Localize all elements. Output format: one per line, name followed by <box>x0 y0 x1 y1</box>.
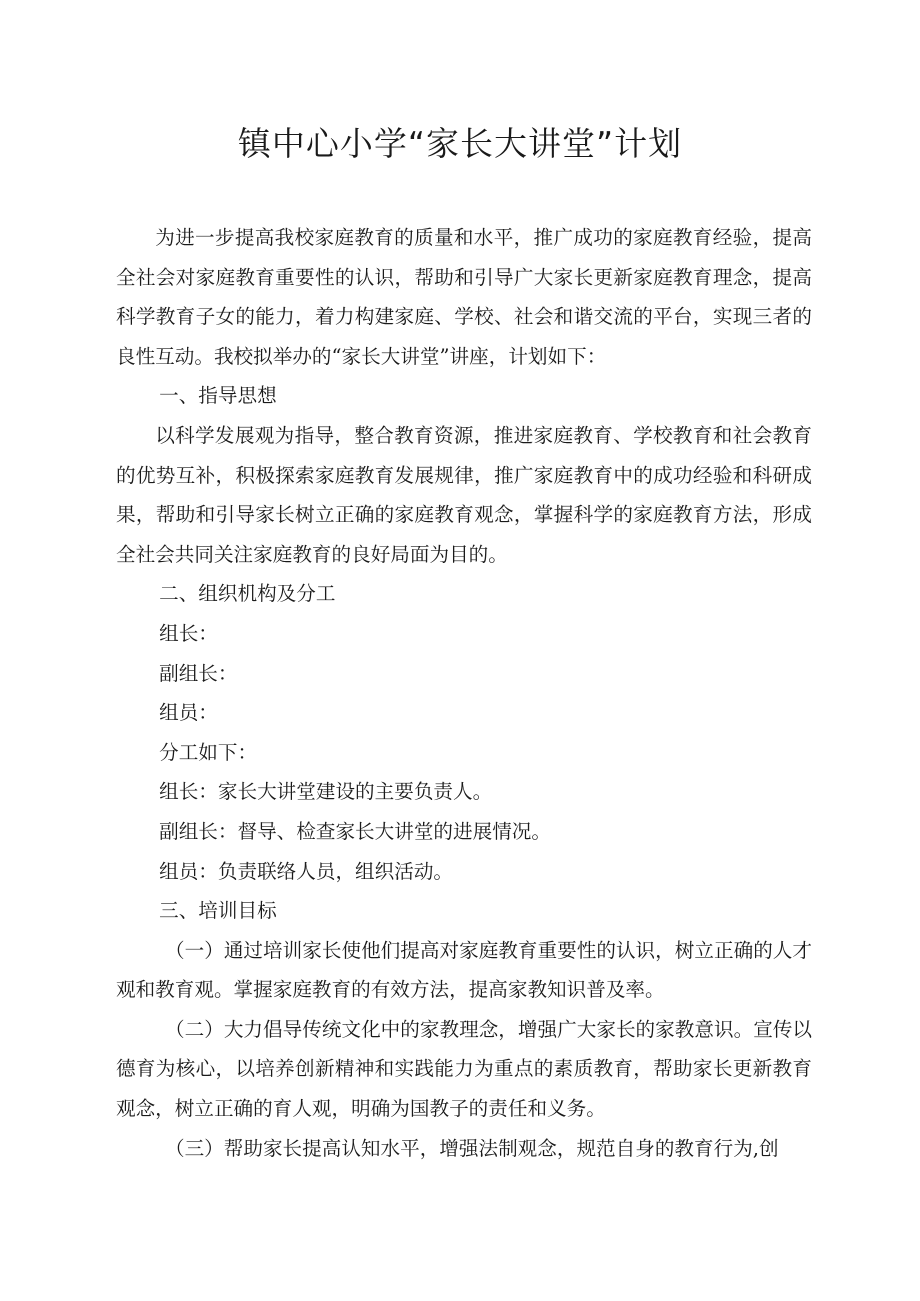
vice-leader-duty-line: 副组长：督导、检查家长大讲堂的进展情况。 <box>159 819 551 843</box>
vice-leader-line: 副组长： <box>159 661 238 685</box>
section-heading-training-goals: 三、培训目标 <box>159 899 277 923</box>
intro-paragraph: 为进一步提高我校家庭教育的质量和水平，推广成功的家庭教育经验，提高全社会对家庭教育重要性的认识，帮助和引导广大家长更新家庭教育理念，提高科学教育子女的能力，着力构建家庭、学校、社会和谐交流的平台，实现三者的良性互动。我校拟举办的“家长大讲堂”讲座，计划如下： <box>116 226 812 368</box>
section-heading-organization: 二、组织机构及分工 <box>159 582 336 606</box>
guiding-thought-paragraph: 以科学发展观为指导，整合教育资源，推进家庭教育、学校教育和社会教育的优势互补，积极探索家庭教育发展规律，推广家庭教育中的成功经验和科研成果，帮助和引导家长树立正确的家庭教育观念，掌握科学的家庭教育方法，形成全社会共同关注家庭教育的良好局面为目的。 <box>116 423 812 566</box>
training-goal-item-3: （三）帮助家长提高认知水平，增强法制观念，规范自身的教育行为,创 <box>165 1136 779 1160</box>
members-duty-line: 组员：负责联络人员，组织活动。 <box>159 859 454 883</box>
division-line: 分工如下： <box>159 740 258 764</box>
leader-line: 组长： <box>159 621 218 645</box>
document-body <box>116 218 812 1168</box>
section-heading-guiding-thought: 一、指导思想 <box>159 384 277 408</box>
document-title: 镇中心小学“家长大讲堂”计划 <box>237 124 683 163</box>
members-line: 组员： <box>159 701 218 725</box>
training-goal-item-1: （一）通过培训家长使他们提高对家庭教育重要性的认识，树立正确的人才观和教育观。掌握家庭教育的有效方法，提高家教知识普及率。 <box>116 938 812 1002</box>
training-goal-item-2: （二）大力倡导传统文化中的家教理念，增强广大家长的家教意识。宣传以德育为核心，以培养创新精神和实践能力为重点的素质教育，帮助家长更新教育观念，树立正确的育人观，明确为国教子的责任和义务。 <box>116 1017 812 1121</box>
leader-duty-line: 组长：家长大讲堂建设的主要负责人。 <box>159 780 493 804</box>
